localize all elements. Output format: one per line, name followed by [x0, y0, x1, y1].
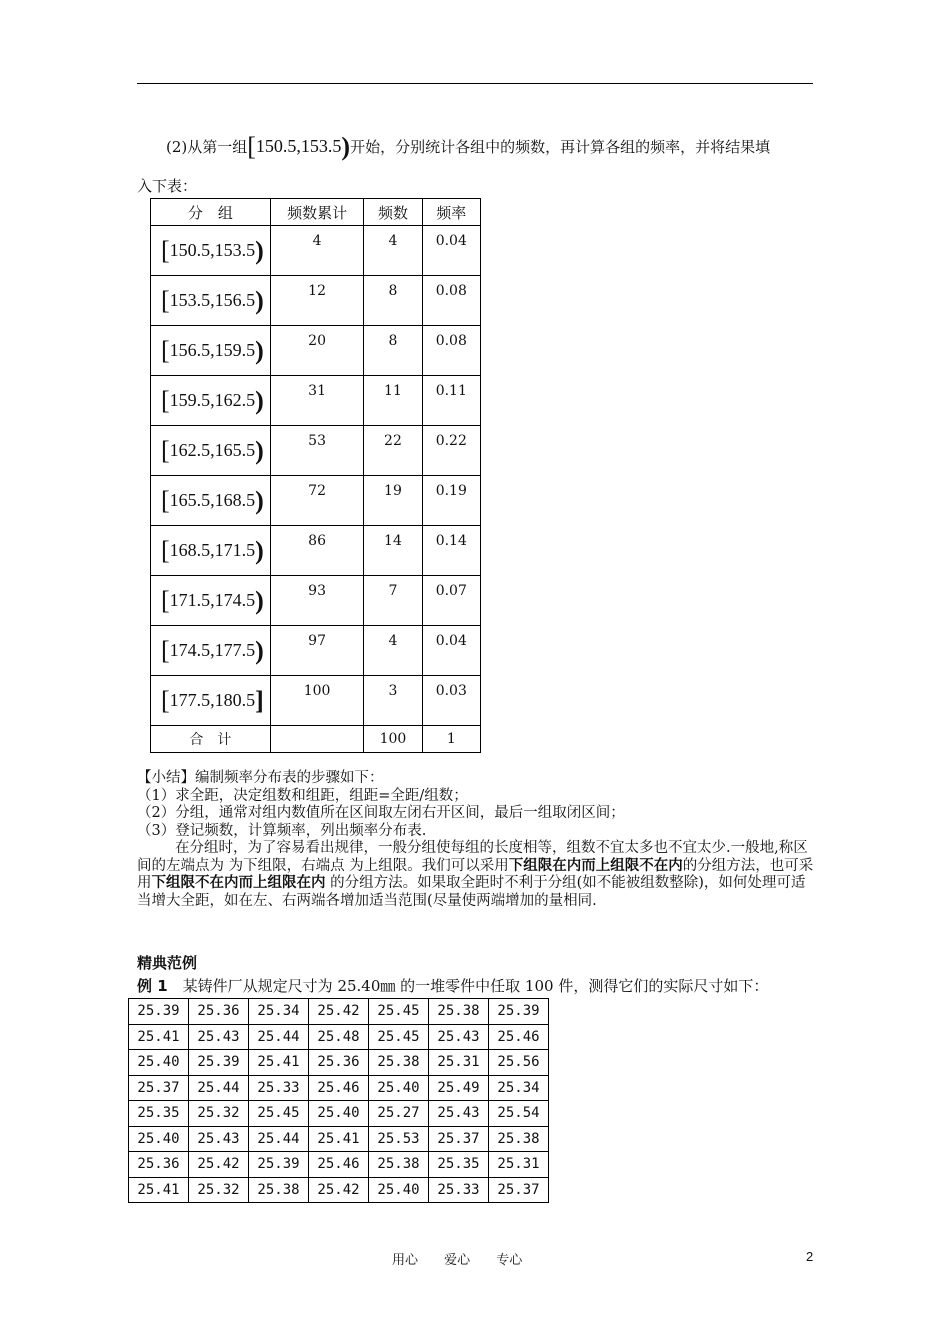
- measurement-row: [129, 1126, 549, 1152]
- frequency-rate: 0.08: [422, 276, 480, 326]
- measurement-cell: 25.40: [309, 1101, 369, 1127]
- summary-title: 【小结】编制频率分布表的步骤如下：: [137, 770, 384, 786]
- measurement-cell: 25.38: [249, 1177, 309, 1203]
- measurement-cell: 25.40: [369, 1075, 429, 1101]
- frequency-row: [151, 226, 481, 276]
- measurement-cell: 25.37: [429, 1126, 489, 1152]
- measurement-cell: 25.35: [129, 1101, 189, 1127]
- frequency-count: 22: [364, 426, 422, 476]
- measurement-row: [129, 1024, 549, 1050]
- cumulative-count: 72: [270, 476, 363, 526]
- group-interval: [168.5,171.5): [151, 526, 271, 576]
- frequency-rate: 0.22: [422, 426, 480, 476]
- measurement-cell: 25.44: [249, 1024, 309, 1050]
- frequency-rate: 0.03: [422, 676, 480, 726]
- measurement-cell: 25.38: [369, 1050, 429, 1076]
- group-interval: [159.5,162.5): [151, 376, 271, 426]
- measurement-cell: 25.33: [429, 1177, 489, 1203]
- group-interval: [177.5,180.5]: [151, 676, 271, 726]
- measurement-cell: 25.38: [429, 999, 489, 1025]
- measurement-cell: 25.36: [189, 999, 249, 1025]
- intro-prefix: (2)从第一组: [166, 138, 248, 156]
- frequency-rate: 0.04: [422, 226, 480, 276]
- measurement-cell: 25.35: [429, 1152, 489, 1178]
- measurement-row: [129, 1050, 549, 1076]
- cumulative-count: 20: [270, 326, 363, 376]
- measurement-cell: 25.32: [189, 1177, 249, 1203]
- emphasis-method-2: 下组限不在内而上组限在内: [151, 875, 326, 891]
- measurement-cell: 25.32: [189, 1101, 249, 1127]
- measurement-cell: 25.36: [309, 1050, 369, 1076]
- header-rule: [137, 83, 813, 84]
- measurement-row: [129, 1101, 549, 1127]
- frequency-table-header: [151, 199, 481, 226]
- frequency-count: 8: [364, 276, 422, 326]
- frequency-rate: 0.19: [422, 476, 480, 526]
- measurement-cell: 25.38: [489, 1126, 549, 1152]
- measurement-cell: 25.48: [309, 1024, 369, 1050]
- group-interval: [162.5,165.5): [151, 426, 271, 476]
- header-cumulative: 频数累计: [270, 199, 363, 226]
- total-label: 合 计: [151, 726, 271, 753]
- measurement-cell: 25.56: [489, 1050, 549, 1076]
- measurement-cell: 25.44: [249, 1126, 309, 1152]
- summary-paragraph: 在分组时，为了容易看出规律，一般分组使每组的长度相等，组数不宜太多也不宜太少.一般地,称区间的左端点为 为下组限，右端点 为上组限。我们可以采用下组限在内而上组限不在内的分组方法，也可采用下组限不在内而上组限在内 的分组方法。如果取全距时不利于分组(如不能被组数整除)，如何处理可适当增大全距，如在左、右两端各增加适当范围(尽量使两端增加的量相同.: [137, 840, 814, 909]
- frequency-rate: 0.08: [422, 326, 480, 376]
- measurement-cell: 25.41: [129, 1177, 189, 1203]
- cumulative-count: 97: [270, 626, 363, 676]
- measurement-cell: 25.45: [369, 1024, 429, 1050]
- frequency-row: [151, 326, 481, 376]
- measurement-cell: 25.41: [249, 1050, 309, 1076]
- measurement-cell: 25.42: [309, 999, 369, 1025]
- measurement-cell: 25.39: [189, 1050, 249, 1076]
- frequency-count: 14: [364, 526, 422, 576]
- group-interval: [171.5,174.5): [151, 576, 271, 626]
- measurement-cell: 25.44: [189, 1075, 249, 1101]
- cumulative-count: 100: [270, 676, 363, 726]
- frequency-rate: 0.07: [422, 576, 480, 626]
- frequency-row: [151, 376, 481, 426]
- header-frequency: 频数: [364, 199, 422, 226]
- frequency-count: 19: [364, 476, 422, 526]
- cumulative-count: 93: [270, 576, 363, 626]
- measurement-row: [129, 1177, 549, 1203]
- frequency-row: [151, 526, 481, 576]
- measurement-cell: 25.33: [249, 1075, 309, 1101]
- frequency-count: 4: [364, 626, 422, 676]
- group-interval: [156.5,159.5): [151, 326, 271, 376]
- cumulative-count: 31: [270, 376, 363, 426]
- measurement-cell: 25.40: [129, 1050, 189, 1076]
- frequency-count: 7: [364, 576, 422, 626]
- measurement-cell: 25.53: [369, 1126, 429, 1152]
- measurement-row: [129, 1075, 549, 1101]
- total-cumulative: [270, 726, 363, 753]
- header-group: 分 组: [151, 199, 271, 226]
- intro-line-2: 入下表：: [137, 177, 198, 195]
- measurement-cell: 25.46: [489, 1024, 549, 1050]
- frequency-count: 3: [364, 676, 422, 726]
- measurements-table: [128, 998, 549, 1203]
- measurement-row: [129, 999, 549, 1025]
- group-interval: [174.5,177.5): [151, 626, 271, 676]
- group-interval: [165.5,168.5): [151, 476, 271, 526]
- summary-step-1: （1）求全距，决定组数和组距，组距=全距/组数；: [137, 787, 468, 804]
- intro-suffix: 开始，分别统计各组中的频数，再计算各组的频率，并将结果填: [350, 138, 771, 156]
- total-rate: 1: [422, 726, 480, 753]
- intro-line-1: [166, 134, 816, 160]
- measurement-cell: 25.42: [189, 1152, 249, 1178]
- measurement-cell: 25.34: [489, 1075, 549, 1101]
- frequency-rate: 0.04: [422, 626, 480, 676]
- measurement-cell: 25.37: [129, 1075, 189, 1101]
- cumulative-count: 4: [270, 226, 363, 276]
- frequency-row: [151, 276, 481, 326]
- measurement-cell: 25.45: [369, 999, 429, 1025]
- measurement-cell: 25.46: [309, 1075, 369, 1101]
- section-title: 精典范例: [137, 954, 198, 972]
- measurement-cell: 25.37: [489, 1177, 549, 1203]
- measurement-cell: 25.36: [129, 1152, 189, 1178]
- measurement-cell: 25.38: [369, 1152, 429, 1178]
- measurement-cell: 25.39: [249, 1152, 309, 1178]
- measurement-cell: 25.43: [189, 1024, 249, 1050]
- measurement-cell: 25.39: [129, 999, 189, 1025]
- frequency-table: [150, 198, 481, 753]
- example-label: 例 1: [137, 977, 168, 995]
- measurement-cell: 25.54: [489, 1101, 549, 1127]
- summary-step-3: （3）登记频数，计算频率，列出频率分布表.: [137, 822, 427, 839]
- emphasis-method-1: 下组限在内而上组限不在内: [508, 857, 683, 874]
- cumulative-count: 86: [270, 526, 363, 576]
- measurement-cell: 25.41: [309, 1126, 369, 1152]
- measurement-cell: 25.43: [189, 1126, 249, 1152]
- frequency-count: 8: [364, 326, 422, 376]
- cumulative-count: 12: [270, 276, 363, 326]
- measurement-cell: 25.39: [489, 999, 549, 1025]
- frequency-row: [151, 626, 481, 676]
- measurement-cell: 25.40: [129, 1126, 189, 1152]
- measurement-cell: 25.31: [429, 1050, 489, 1076]
- frequency-row: [151, 676, 481, 726]
- cumulative-count: 53: [270, 426, 363, 476]
- footer-motto: 用心 爱心 专心: [392, 1253, 523, 1268]
- measurement-row: [129, 1152, 549, 1178]
- page-number: 2: [806, 1249, 814, 1264]
- intro-interval: [150.5,153.5): [247, 132, 351, 161]
- summary-step-2: （2）分组，通常对组内数值所在区间取左闭右开区间，最后一组取闭区间；: [137, 805, 625, 821]
- total-row: [151, 726, 481, 753]
- measurement-cell: 25.46: [309, 1152, 369, 1178]
- frequency-row: [151, 476, 481, 526]
- measurement-cell: 25.31: [489, 1152, 549, 1178]
- example-1-text: 例 1 某铸件厂从规定尺寸为 25.40㎜ 的一堆零件中任取 100 件，测得它们的实际尺寸如下：: [137, 977, 769, 995]
- frequency-count: 4: [364, 226, 422, 276]
- measurement-cell: 25.45: [249, 1101, 309, 1127]
- total-frequency: 100: [364, 726, 422, 753]
- frequency-row: [151, 576, 481, 626]
- measurement-cell: 25.27: [369, 1101, 429, 1127]
- measurement-cell: 25.49: [429, 1075, 489, 1101]
- header-rate: 频率: [422, 199, 480, 226]
- measurement-cell: 25.41: [129, 1024, 189, 1050]
- measurement-cell: 25.40: [369, 1177, 429, 1203]
- group-interval: [153.5,156.5): [151, 276, 271, 326]
- frequency-rate: 0.11: [422, 376, 480, 426]
- measurement-cell: 25.43: [429, 1101, 489, 1127]
- frequency-rate: 0.14: [422, 526, 480, 576]
- frequency-count: 11: [364, 376, 422, 426]
- measurement-cell: 25.42: [309, 1177, 369, 1203]
- measurement-cell: 25.43: [429, 1024, 489, 1050]
- frequency-row: [151, 426, 481, 476]
- measurement-cell: 25.34: [249, 999, 309, 1025]
- group-interval: [150.5,153.5): [151, 226, 271, 276]
- summary-block: [137, 770, 817, 910]
